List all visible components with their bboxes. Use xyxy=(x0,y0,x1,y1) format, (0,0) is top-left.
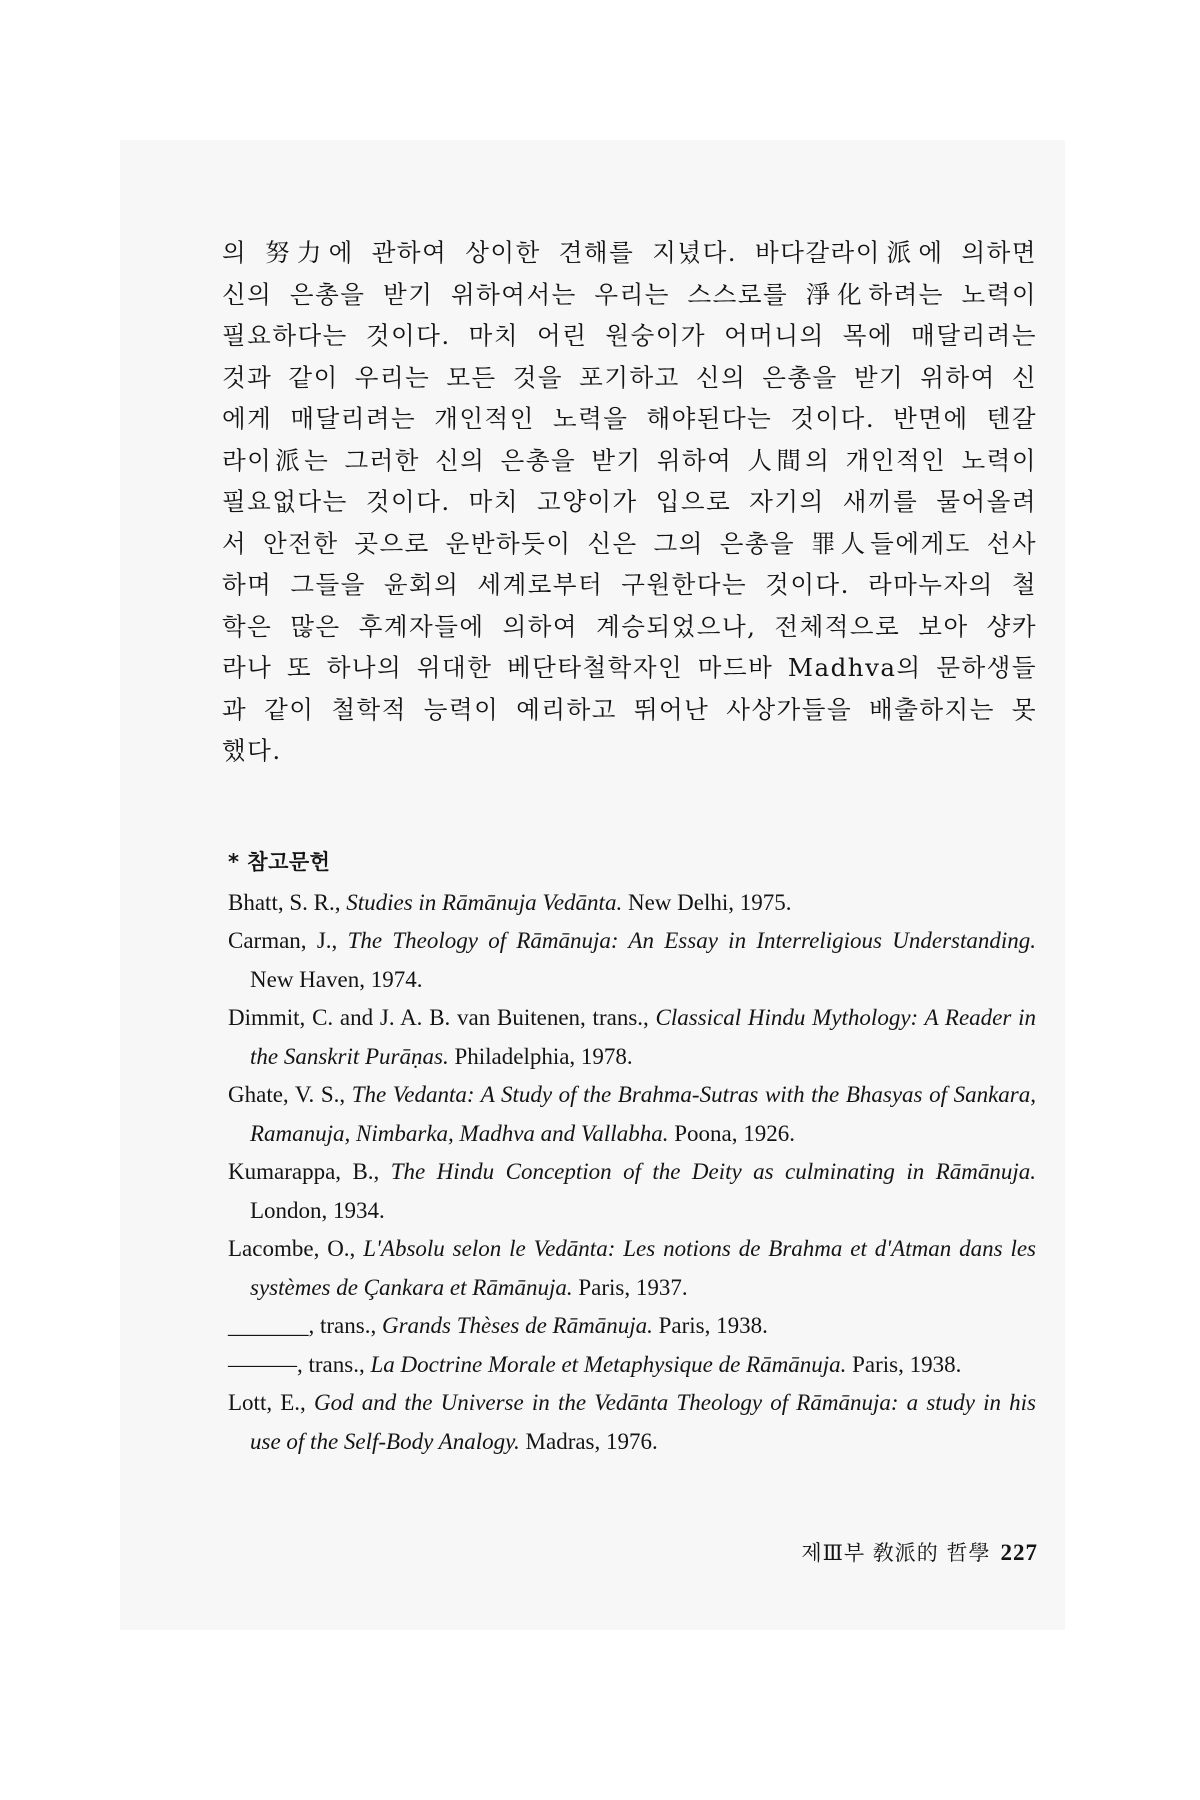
reference-publication: New Delhi, 1975. xyxy=(622,889,792,915)
body-line: 했다. xyxy=(222,736,282,765)
body-line: 라나 또 하나의 위대한 베단타철학자인 마드바 Madhva의 문하생들 xyxy=(222,653,1037,682)
reference-entry xyxy=(228,1346,1036,1385)
reference-entry xyxy=(228,1384,1036,1461)
reference-author: ———, trans., xyxy=(228,1351,371,1377)
reference-publication: Poona, 1926. xyxy=(668,1120,795,1146)
body-line: 것과 같이 우리는 모든 것을 포기하고 신의 은총을 받기 위하여 신 xyxy=(222,362,1037,392)
reference-title: La Doctrine Morale et Metaphysique de Rāmānuja. xyxy=(370,1351,847,1377)
body-line: 라이派는 그러한 신의 은총을 받기 위하여 人間의 개인적인 노력이 xyxy=(222,445,1037,475)
reference-title: The Hindu Conception of the Deity as culminating in Rāmānuja. xyxy=(390,1159,1036,1184)
reference-author: Carman, J., xyxy=(228,928,348,953)
references-heading: * 참고문헌 xyxy=(228,850,331,874)
page-number: 227 xyxy=(1000,1540,1038,1565)
reference-entry xyxy=(228,922,1036,999)
reference-publication: Philadelphia, 1978. xyxy=(448,1043,633,1069)
reference-author: Lott, E., xyxy=(228,1390,314,1415)
body-paragraph xyxy=(222,232,1037,772)
reference-author: Dimmit, C. and J. A. B. van Buitenen, trans., xyxy=(228,1005,656,1030)
reference-title: Studies in Rāmānuja Vedānta. xyxy=(346,889,623,915)
reference-author: Ghate, V. S., xyxy=(228,1082,352,1107)
reference-publication: Paris, 1938. xyxy=(846,1351,962,1377)
reference-title: The Theology of Rāmānuja: An Essay in Interreligious Understanding. xyxy=(347,928,1037,953)
reference-publication: Madras, 1976. xyxy=(519,1428,658,1454)
body-line: 신의 은총을 받기 위하여서는 우리는 스스로를 淨化하려는 노력이 xyxy=(222,279,1037,309)
body-line: 학은 많은 후계자들에 의하여 계승되었으나, 전체적으로 보아 샹카 xyxy=(222,611,1037,641)
reference-publication: Paris, 1938. xyxy=(652,1313,768,1338)
reference-title: The Vedanta: A Study of the Brahma-Sutras with the Bhasyas of Sankara, Ramanuja, Nimbarka, Madhva and Vallabha. xyxy=(250,1082,1036,1146)
body-line: 에게 매달리려는 개인적인 노력을 해야된다는 것이다. 반면에 텐갈 xyxy=(222,404,1037,433)
reference-entry xyxy=(228,1307,1036,1346)
body-line: 필요하다는 것이다. 마치 어린 원숭이가 어머니의 목에 매달리려는 xyxy=(222,321,1037,350)
reference-title: God and the Universe in the Vedānta Theology of Rāmānuja: a study in his use of the Self-Body Analogy. xyxy=(250,1390,1036,1454)
body-line: 서 안전한 곳으로 운반하듯이 신은 그의 은총을 罪人들에게도 선사 xyxy=(222,528,1037,558)
running-section-title: 제Ⅲ부 敎派的 哲學 xyxy=(801,1541,991,1565)
reference-title: Classical Hindu Mythology: A Reader in the Sanskrit Purāṇas. xyxy=(250,1005,1036,1069)
reference-entry xyxy=(228,884,1036,923)
reference-author: Bhatt, S. R., xyxy=(228,889,347,915)
reference-title: L'Absolu selon le Vedānta: Les notions de Brahma et d'Atman dans les systèmes de Çankara et Rāmānuja. xyxy=(250,1236,1036,1300)
body-line: 과 같이 철학적 능력이 예리하고 뛰어난 사상가들을 배출하지는 못 xyxy=(222,694,1037,724)
references-section xyxy=(228,843,1036,1461)
body-line: 의 努力에 관하여 상이한 견해를 지녔다. 바다갈라이派에 의하면 xyxy=(222,238,1037,267)
reference-title: Grands Thèses de Rāmānuja. xyxy=(381,1313,653,1338)
reference-publication: London, 1934. xyxy=(250,1197,385,1223)
reference-entry xyxy=(228,1076,1036,1153)
reference-publication: Paris, 1937. xyxy=(572,1274,688,1300)
body-line: 필요없다는 것이다. 마치 고양이가 입으로 자기의 새끼를 물어올려 xyxy=(222,487,1037,516)
reference-publication: New Haven, 1974. xyxy=(250,966,423,992)
page-footer xyxy=(703,1537,1038,1567)
reference-entry xyxy=(228,1153,1036,1230)
reference-author: Lacombe, O., xyxy=(228,1236,364,1261)
body-line: 하며 그들을 윤회의 세계로부터 구원한다는 것이다. 라마누자의 철 xyxy=(222,570,1037,599)
reference-author: Kumarappa, B., xyxy=(228,1159,391,1184)
reference-entry xyxy=(228,999,1036,1076)
reference-author: _______, trans., xyxy=(228,1313,382,1338)
reference-entry xyxy=(228,1230,1036,1307)
